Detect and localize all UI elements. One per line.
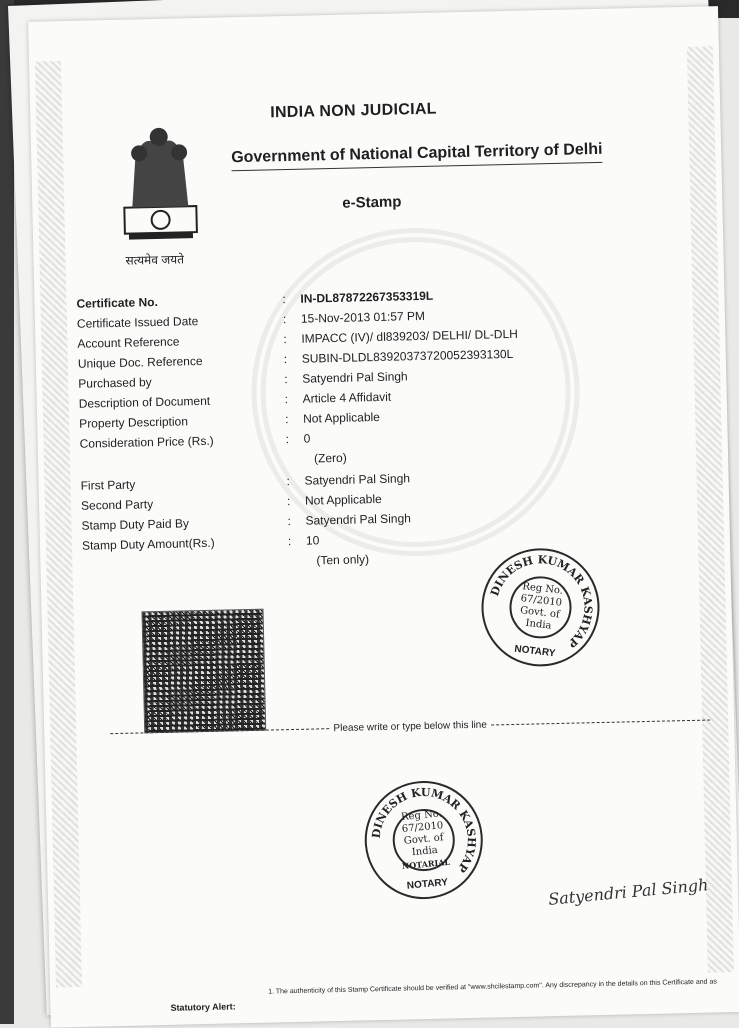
border-pattern-right xyxy=(687,46,734,972)
seal-reg-number: 67/2010 xyxy=(519,593,563,609)
seal-reg-label: Reg No. xyxy=(521,581,564,597)
qr-code xyxy=(141,609,266,734)
cut-line-text: Please write or type below this line xyxy=(333,719,488,735)
signature: Satyendri Pal Singh xyxy=(547,875,710,909)
field-separator: : xyxy=(286,474,291,489)
field-value: 10 xyxy=(305,533,320,548)
field-separator: : xyxy=(282,292,286,307)
field-label: First Party xyxy=(80,477,136,493)
field-value: Not Applicable xyxy=(304,491,382,508)
field-value: 0 xyxy=(303,431,311,446)
statutory-alert-title: Statutory Alert: xyxy=(170,1001,236,1013)
field-label: Unique Doc. Reference xyxy=(77,353,203,371)
notary-seal-bottom xyxy=(360,776,488,904)
field-value: Satyendri Pal Singh xyxy=(302,369,408,386)
field-separator: : xyxy=(284,372,288,387)
header-india-non-judicial: INDIA NON JUDICIAL xyxy=(270,100,437,122)
field-value: 15-Nov-2013 01:57 PM xyxy=(300,308,426,326)
field-separator: : xyxy=(284,392,289,407)
header-government: Government of National Capital Territory of Delhi xyxy=(231,141,603,171)
field-label: Second Party xyxy=(80,497,154,513)
field-separator: : xyxy=(287,513,291,529)
seal-reg-label-bottom: Reg No. xyxy=(400,808,443,824)
estamp-certificate xyxy=(28,6,739,1027)
ashoka-emblem-icon xyxy=(110,118,209,250)
field-label: Certificate No. xyxy=(76,294,158,311)
field-label: Consideration Price (Rs.) xyxy=(79,433,214,451)
field-label: Property Description xyxy=(79,414,189,431)
seal-notarial-label: NOTARIAL xyxy=(401,856,451,872)
field-label: Purchased by xyxy=(78,375,152,391)
seal-notary-label-bottom: NOTARY xyxy=(406,877,449,892)
field-value-words: (Ten only) xyxy=(316,552,370,568)
field-label: Account Reference xyxy=(77,334,180,351)
header-estamp: e-Stamp xyxy=(342,193,402,212)
seal-reg-number-bottom: 67/2010 xyxy=(401,820,444,836)
field-value: IMPACC (IV)/ dl839203/ DELHI/ DL-DLH xyxy=(301,326,518,346)
field-value: Article 4 Affidavit xyxy=(302,389,392,406)
field-label: Stamp Duty Paid By xyxy=(81,516,190,533)
field-value: SUBIN-DLDL83920373720052393130L xyxy=(301,346,514,366)
scanner-edge-left xyxy=(0,0,14,1024)
field-separator: : xyxy=(286,494,291,509)
field-separator: : xyxy=(282,312,287,327)
notary-seal-top xyxy=(475,542,606,673)
field-value: IN-DL87872267353319L xyxy=(300,288,434,306)
field-value: Satyendri Pal Singh xyxy=(305,511,412,528)
seal-notary-label: NOTARY xyxy=(513,643,556,660)
field-label: Stamp Duty Amount(Rs.) xyxy=(81,535,215,553)
field-separator: : xyxy=(285,412,289,427)
field-separator: : xyxy=(287,533,292,549)
field-value-words: (Zero) xyxy=(313,450,347,466)
field-separator: : xyxy=(283,332,287,347)
svg-text:DINESH KUMAR KASHYAP: DINESH KUMAR KASHYAP xyxy=(488,553,595,650)
seal-govt: Govt. of India xyxy=(519,605,561,632)
field-separator: : xyxy=(283,352,288,367)
field-value: Not Applicable xyxy=(303,409,381,426)
field-label: Description of Document xyxy=(78,393,211,411)
watermark-seal xyxy=(248,224,583,559)
field-value: Satyendri Pal Singh xyxy=(304,471,411,488)
statutory-alert-text: 1. The authenticity of this Stamp Certificate should be verified at "www.shcilestamp.com". Any discrepancy in the details on this Certificate and as xyxy=(268,978,717,996)
emblem-motto: सत्यमेव जयते xyxy=(125,252,185,268)
seal-govt-bottom: Govt. of India xyxy=(403,832,445,859)
svg-text:DINESH KUMAR KASHYAP: DINESH KUMAR KASHYAP xyxy=(369,785,478,875)
field-label: Certificate Issued Date xyxy=(76,314,199,331)
field-separator: : xyxy=(285,432,290,447)
